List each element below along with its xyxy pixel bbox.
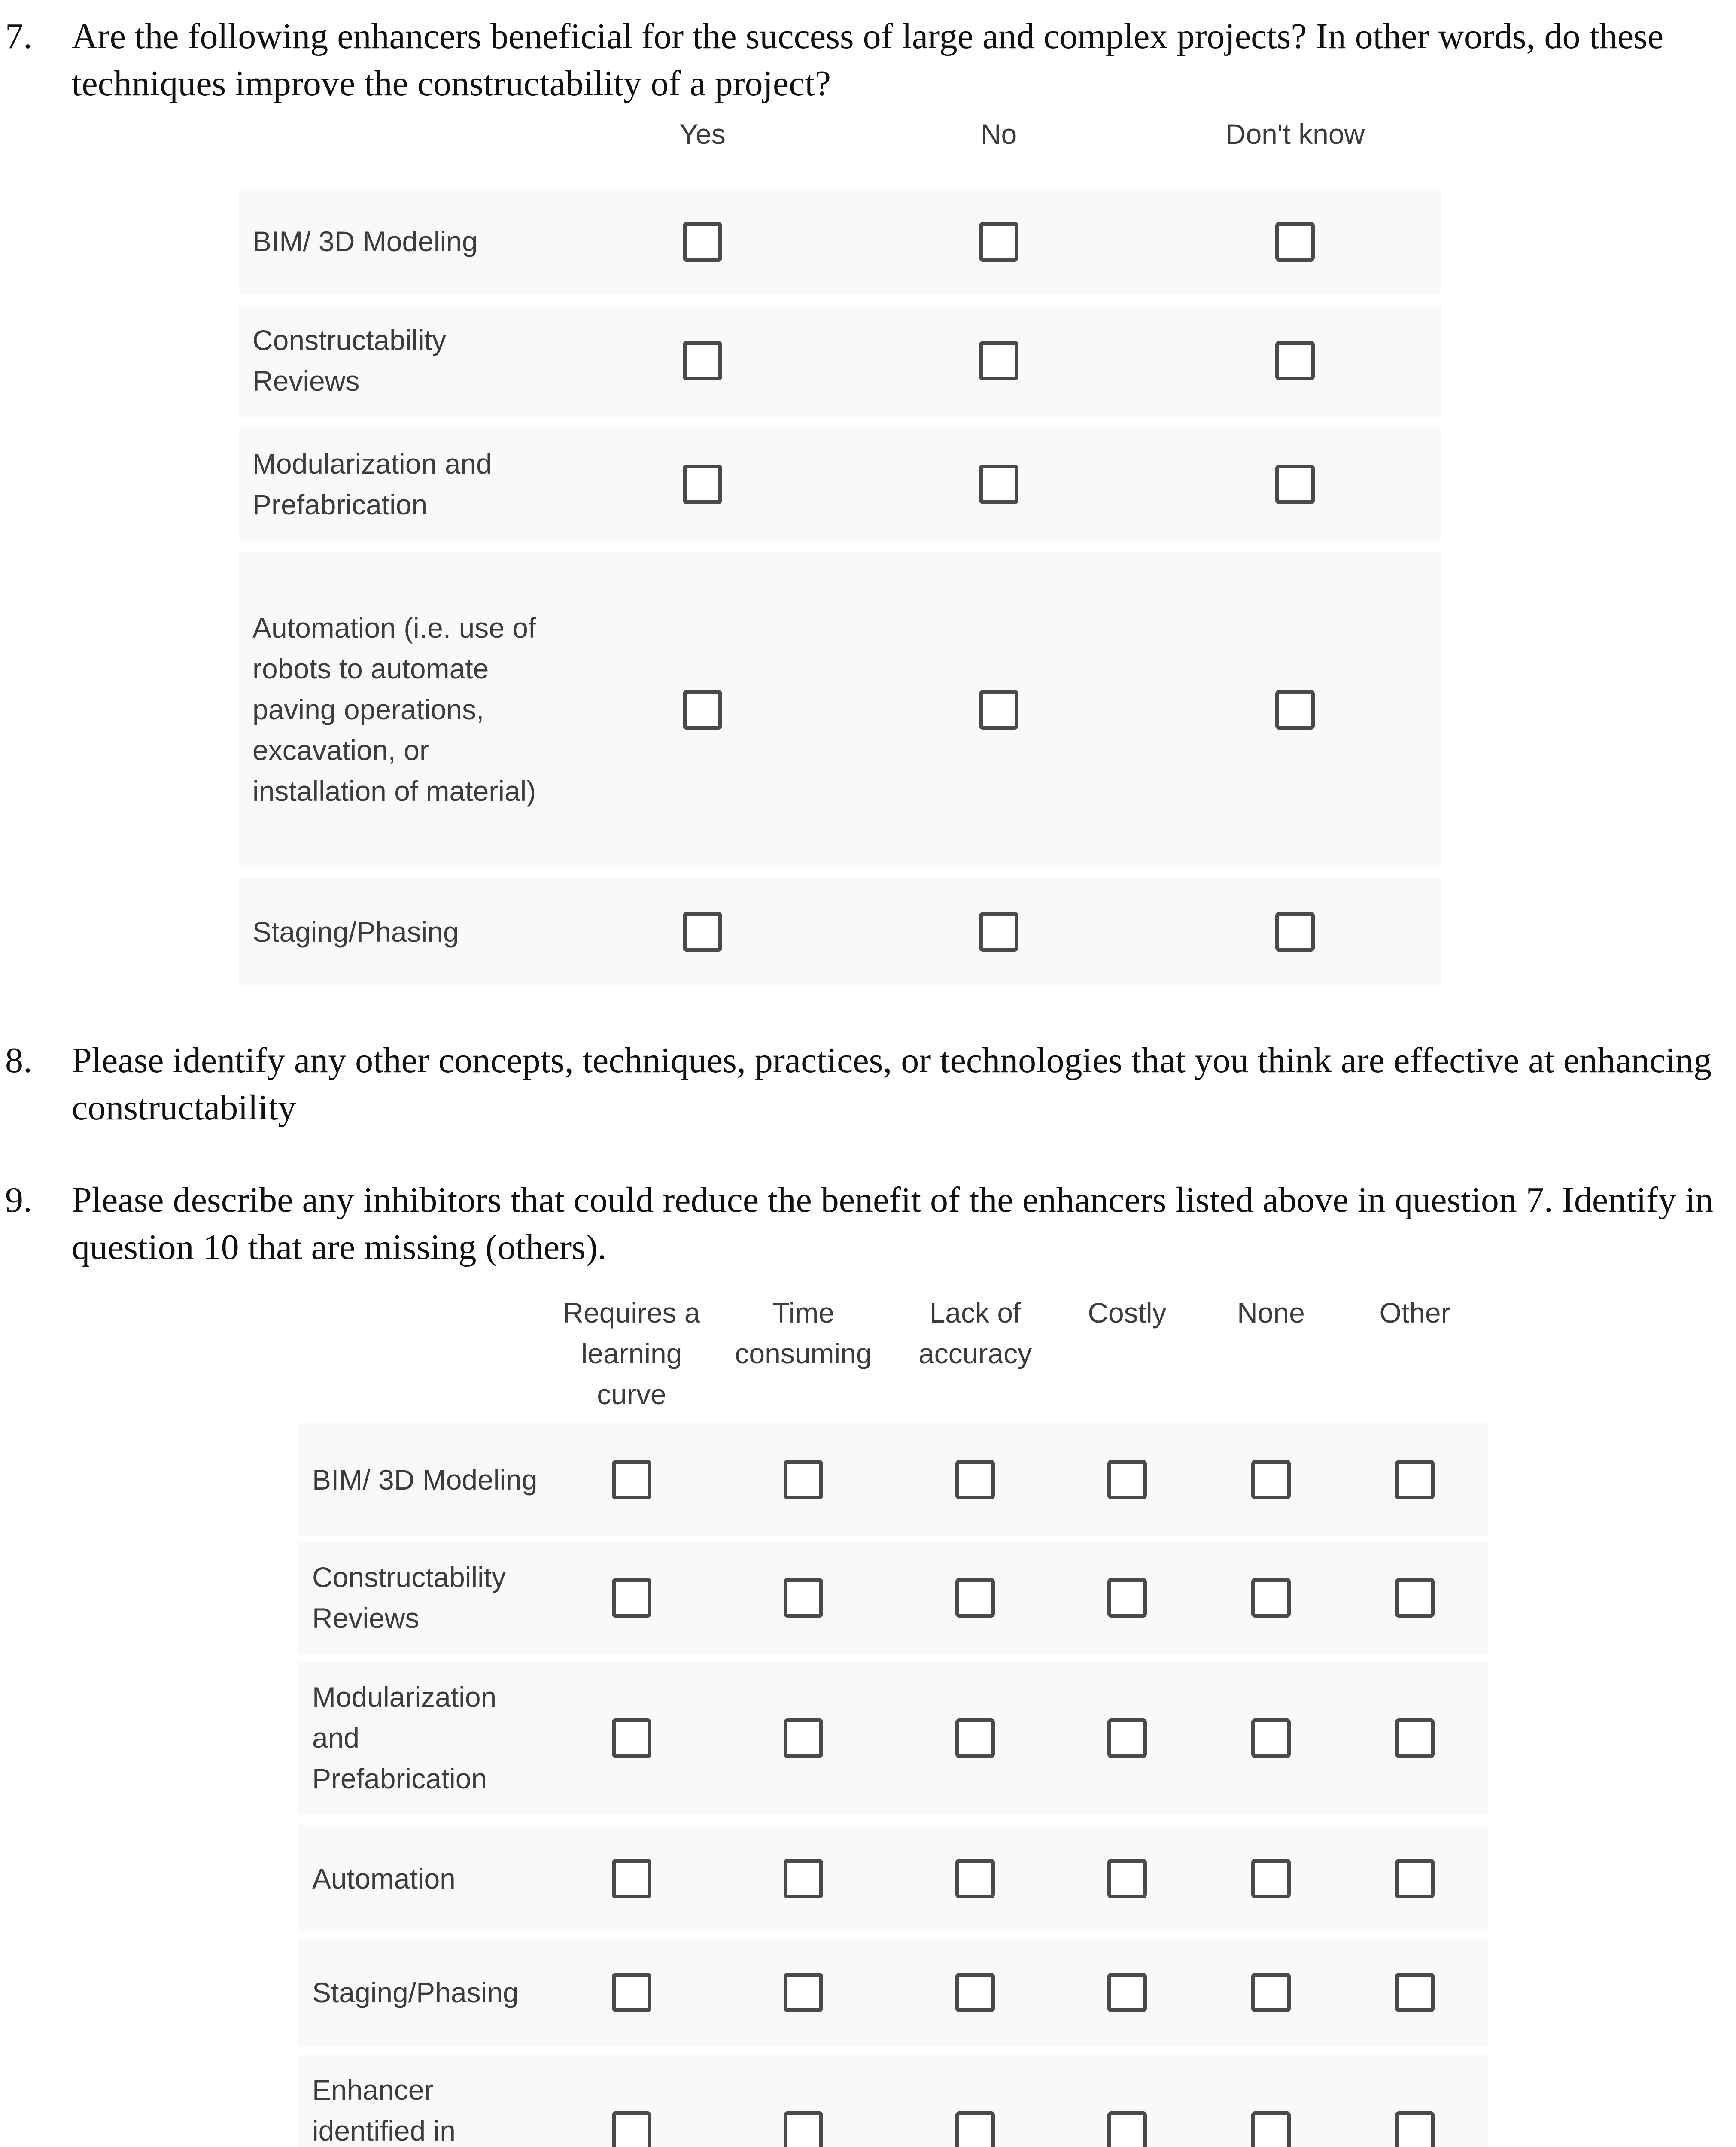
checkbox-other[interactable] — [1395, 1718, 1435, 1758]
question-number: 9. — [5, 1180, 32, 1220]
checkbox-none[interactable] — [1251, 1578, 1291, 1618]
checkbox-none[interactable] — [1251, 1460, 1291, 1499]
question-9 — [5, 1177, 1718, 1271]
question-number: 7. — [5, 16, 32, 56]
checkbox-yes[interactable] — [683, 341, 722, 380]
checkbox-lack-of-accuracy[interactable] — [955, 1578, 995, 1618]
checkbox-lack-of-accuracy[interactable] — [955, 1859, 995, 1898]
row-label: Modularization and Prefabrication — [252, 447, 492, 520]
checkbox-requires-a-learning-curve[interactable] — [612, 1460, 651, 1499]
checkbox-yes[interactable] — [683, 465, 722, 504]
checkbox-costly[interactable] — [1107, 1718, 1147, 1758]
checkbox-other[interactable] — [1395, 1578, 1435, 1618]
question-text: Please describe any inhibitors that could reduce the benefit of the enhancers listed above in question 7. Identify in question 10 that are missing (others). — [72, 1180, 1714, 1267]
column-header-time-consuming: Time consuming — [735, 1297, 872, 1369]
checkbox-time-consuming[interactable] — [784, 1460, 823, 1499]
checkbox-yes[interactable] — [683, 912, 722, 952]
checkbox-yes[interactable] — [683, 690, 722, 730]
column-header-no: No — [980, 118, 1017, 150]
checkbox-time-consuming[interactable] — [784, 2111, 823, 2147]
row-label: Staging/Phasing — [252, 915, 459, 948]
question-number: 8. — [5, 1040, 32, 1080]
checkbox-none[interactable] — [1251, 1973, 1291, 2012]
checkbox-lack-of-accuracy[interactable] — [955, 1718, 995, 1758]
column-header-other: Other — [1379, 1297, 1450, 1329]
checkbox-costly[interactable] — [1107, 2111, 1147, 2147]
row-label: Automation — [312, 1862, 456, 1895]
checkbox-don-t-know[interactable] — [1275, 341, 1315, 380]
row-label: BIM/ 3D Modeling — [312, 1463, 538, 1496]
checkbox-yes[interactable] — [683, 222, 722, 262]
checkbox-lack-of-accuracy[interactable] — [955, 2111, 995, 2147]
checkbox-other[interactable] — [1395, 1859, 1435, 1898]
checkbox-no[interactable] — [979, 341, 1018, 380]
checkbox-none[interactable] — [1251, 2111, 1291, 2147]
checkbox-lack-of-accuracy[interactable] — [955, 1460, 995, 1499]
checkbox-time-consuming[interactable] — [784, 1859, 823, 1898]
checkbox-other[interactable] — [1395, 2111, 1435, 2147]
checkbox-no[interactable] — [979, 912, 1018, 952]
checkbox-lack-of-accuracy[interactable] — [955, 1973, 995, 2012]
checkbox-requires-a-learning-curve[interactable] — [612, 2111, 651, 2147]
checkbox-none[interactable] — [1251, 1859, 1291, 1898]
row-label: Automation (i.e. use of robots to automate paving operations, excavation, or installation of material) — [252, 612, 536, 807]
checkbox-requires-a-learning-curve[interactable] — [612, 1578, 651, 1618]
checkbox-requires-a-learning-curve[interactable] — [612, 1859, 651, 1898]
row-label: Modularization and Prefabrication — [312, 1681, 497, 1794]
checkbox-time-consuming[interactable] — [784, 1718, 823, 1758]
column-header-none: None — [1237, 1297, 1305, 1329]
checkbox-other[interactable] — [1395, 1973, 1435, 2012]
checkbox-no[interactable] — [979, 222, 1018, 262]
column-header-requires-a-learning-curve: Requires a learning curve — [563, 1297, 700, 1410]
checkbox-costly[interactable] — [1107, 1973, 1147, 2012]
checkbox-costly[interactable] — [1107, 1578, 1147, 1618]
checkbox-other[interactable] — [1395, 1460, 1435, 1499]
question-text: Please identify any other concepts, techniques, practices, or technologies that you think are effective at enhancing constructability — [72, 1040, 1712, 1128]
row-label: Constructability Reviews — [312, 1561, 506, 1634]
checkbox-none[interactable] — [1251, 1718, 1291, 1758]
column-header-lack-of-accuracy: Lack of accuracy — [918, 1297, 1032, 1369]
column-header-yes: Yes — [679, 118, 726, 150]
row-label: BIM/ 3D Modeling — [252, 225, 478, 257]
checkbox-no[interactable] — [979, 465, 1018, 504]
row-label: Staging/Phasing — [312, 1976, 519, 2008]
row-label: Enhancer identified in — [312, 2074, 456, 2147]
checkbox-time-consuming[interactable] — [784, 1973, 823, 2012]
checkbox-no[interactable] — [979, 690, 1018, 730]
checkbox-don-t-know[interactable] — [1275, 912, 1315, 952]
column-header-costly: Costly — [1088, 1297, 1167, 1329]
checkbox-don-t-know[interactable] — [1275, 465, 1315, 504]
checkbox-time-consuming[interactable] — [784, 1578, 823, 1618]
checkbox-requires-a-learning-curve[interactable] — [612, 1718, 651, 1758]
checkbox-don-t-know[interactable] — [1275, 222, 1315, 262]
checkbox-costly[interactable] — [1107, 1859, 1147, 1898]
checkbox-don-t-know[interactable] — [1275, 690, 1315, 730]
row-label: Constructability Reviews — [252, 324, 447, 397]
checkbox-requires-a-learning-curve[interactable] — [612, 1973, 651, 2012]
column-header-don-t-know: Don't know — [1225, 118, 1365, 150]
question-text: Are the following enhancers beneficial for the success of large and complex projects? In other words, do these techniques improve the constructability of a project? — [72, 16, 1664, 103]
checkbox-costly[interactable] — [1107, 1460, 1147, 1499]
question-7 — [5, 13, 1718, 107]
question-8 — [5, 1037, 1718, 1131]
